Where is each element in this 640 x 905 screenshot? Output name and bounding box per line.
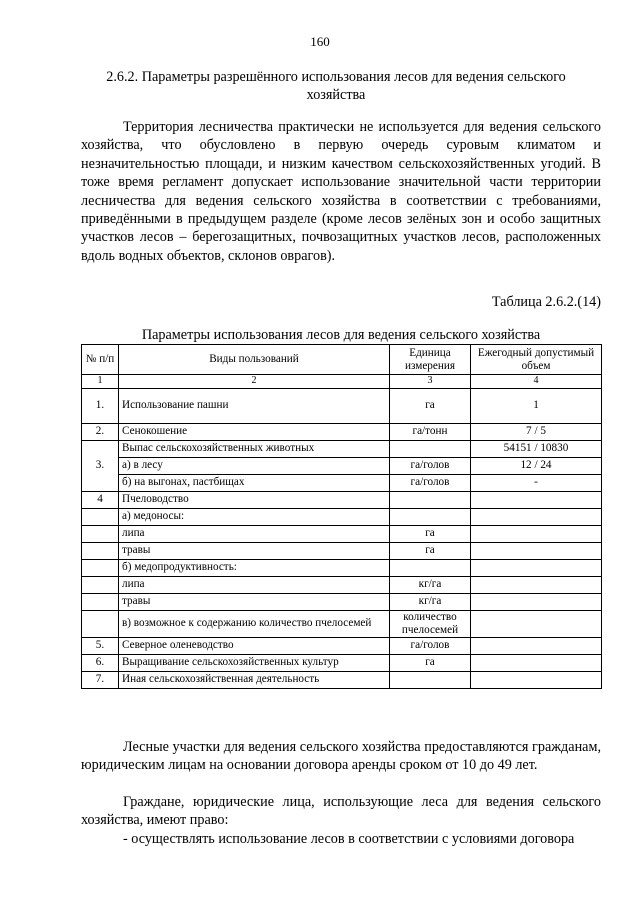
- table-row: [82, 457, 602, 474]
- row-volume: 7 / 5: [471, 423, 602, 440]
- row-num: 6.: [82, 654, 119, 671]
- col-index-cell: 1: [82, 375, 119, 389]
- row-type: б) медопродуктивность:: [119, 559, 390, 576]
- row-type: б) на выгонах, пастбищах: [119, 474, 390, 491]
- row-volume: [471, 525, 602, 542]
- row-num: [82, 508, 119, 525]
- col-index-cell: 2: [119, 375, 390, 389]
- table-row: [82, 440, 602, 457]
- row-num: 2.: [82, 423, 119, 440]
- rights-paragraph-text: Граждане, юридические лица, использующие леса для ведения сельского хозяйства, имеют право:: [81, 794, 601, 829]
- row-unit: га: [390, 525, 471, 542]
- row-type: Иная сельскохозяйственная деятельность: [119, 671, 390, 688]
- intro-paragraph-text: Территория лесничества практически не используется для ведения сельского хозяйства, что обусловлено в первую очередь суровым климатом и незначительностью площади, и низким качеством сельскохозяйственных угодий. В тоже время регламент допускает использование значительной части территории лесничества для ведения сельского хозяйства в соответствии с требованиями, приведёнными в предыдущем разделе (кроме лесов зелёных зон и особо защитных участков лесов – берегозащитных, почвозащитных участков лесов, расположенных вдоль водных объектов, склонов оврагов).: [81, 119, 601, 264]
- row-type: липа: [119, 525, 390, 542]
- row-type: Выращивание сельскохозяйственных культур: [119, 654, 390, 671]
- row-num: 5.: [82, 637, 119, 654]
- header-type: Виды пользований: [119, 345, 390, 375]
- row-unit: количество пчелосемей: [390, 610, 471, 637]
- row-unit: [390, 491, 471, 508]
- table-row: [82, 559, 602, 576]
- bullet-paragraph-text: - осуществлять использование лесов в соответствии с условиями договора: [123, 831, 575, 847]
- parameters-table: [81, 344, 602, 689]
- row-volume: [471, 559, 602, 576]
- row-type: Сенокошение: [119, 423, 390, 440]
- row-volume: [471, 671, 602, 688]
- header-num: № п/п: [82, 345, 119, 375]
- table-caption: Параметры использования лесов для ведения сельского хозяйства: [141, 327, 541, 343]
- row-unit: кг/га: [390, 593, 471, 610]
- table-row: [82, 576, 602, 593]
- table-row: [82, 491, 602, 508]
- row-num: [82, 610, 119, 637]
- row-unit: [390, 559, 471, 576]
- page-number: 160: [310, 34, 330, 49]
- header-volume: Ежегодный допустимый объем: [471, 345, 602, 375]
- row-volume: [471, 610, 602, 637]
- lease-paragraph-text: Лесные участки для ведения сельского хозяйства предоставляются гражданам, юридическим лицам на основании договора аренды сроком от 10 до 49 лет.: [81, 739, 601, 774]
- row-type: Выпас сельскохозяйственных животных: [119, 440, 390, 457]
- row-unit: га: [390, 654, 471, 671]
- row-unit: га/голов: [390, 474, 471, 491]
- row-type: травы: [119, 593, 390, 610]
- table-row: [82, 637, 602, 654]
- row-num: 3.: [82, 440, 119, 491]
- row-volume: [471, 654, 602, 671]
- table-row: [82, 508, 602, 525]
- row-num: [82, 542, 119, 559]
- row-unit: га/тонн: [390, 423, 471, 440]
- row-type: а) медоносы:: [119, 508, 390, 525]
- table-row: [82, 474, 602, 491]
- row-unit: га/голов: [390, 637, 471, 654]
- table-row: [82, 671, 602, 688]
- column-index-row: [82, 375, 602, 389]
- row-num: 7.: [82, 671, 119, 688]
- row-type: липа: [119, 576, 390, 593]
- row-volume: [471, 593, 602, 610]
- header-unit: Единица измерения: [390, 345, 471, 375]
- row-num: [82, 593, 119, 610]
- row-volume: [471, 491, 602, 508]
- rights-paragraph: [81, 793, 601, 830]
- row-type: травы: [119, 542, 390, 559]
- row-unit: га: [390, 542, 471, 559]
- row-unit: [390, 508, 471, 525]
- row-unit: [390, 440, 471, 457]
- row-volume: 12 / 24: [471, 457, 602, 474]
- row-type: Северное оленеводство: [119, 637, 390, 654]
- row-type: Использование пашни: [119, 388, 390, 423]
- row-volume: [471, 637, 602, 654]
- row-num: [82, 576, 119, 593]
- table-row: [82, 388, 602, 423]
- row-unit: га: [390, 388, 471, 423]
- table-header-row: [82, 345, 602, 375]
- row-type: в) возможное к содержанию количество пчелосемей: [119, 610, 390, 637]
- row-unit: [390, 671, 471, 688]
- table-row: [82, 593, 602, 610]
- row-unit: кг/га: [390, 576, 471, 593]
- row-volume: [471, 576, 602, 593]
- row-unit: га/голов: [390, 457, 471, 474]
- row-num: [82, 525, 119, 542]
- row-volume: [471, 508, 602, 525]
- table-row: [82, 423, 602, 440]
- table-row: [82, 525, 602, 542]
- row-volume: 1: [471, 388, 602, 423]
- section-heading: 2.6.2. Параметры разрешённого использования лесов для ведения сельского хозяйства: [106, 69, 566, 103]
- row-type: а) в лесу: [119, 457, 390, 474]
- row-type: Пчеловодство: [119, 491, 390, 508]
- col-index-cell: 4: [471, 375, 602, 389]
- row-volume: [471, 542, 602, 559]
- row-volume: -: [471, 474, 602, 491]
- table-row: [82, 542, 602, 559]
- lease-paragraph: [81, 738, 601, 775]
- bullet-paragraph: [81, 830, 601, 848]
- col-index-cell: 3: [390, 375, 471, 389]
- table-label: Таблица 2.6.2.(14): [491, 294, 601, 310]
- row-num: 1.: [82, 388, 119, 423]
- row-volume: 54151 / 10830: [471, 440, 602, 457]
- row-num: [82, 559, 119, 576]
- row-num: 4: [82, 491, 119, 508]
- intro-paragraph: [81, 118, 601, 265]
- table-row: [82, 610, 602, 637]
- table-row: [82, 654, 602, 671]
